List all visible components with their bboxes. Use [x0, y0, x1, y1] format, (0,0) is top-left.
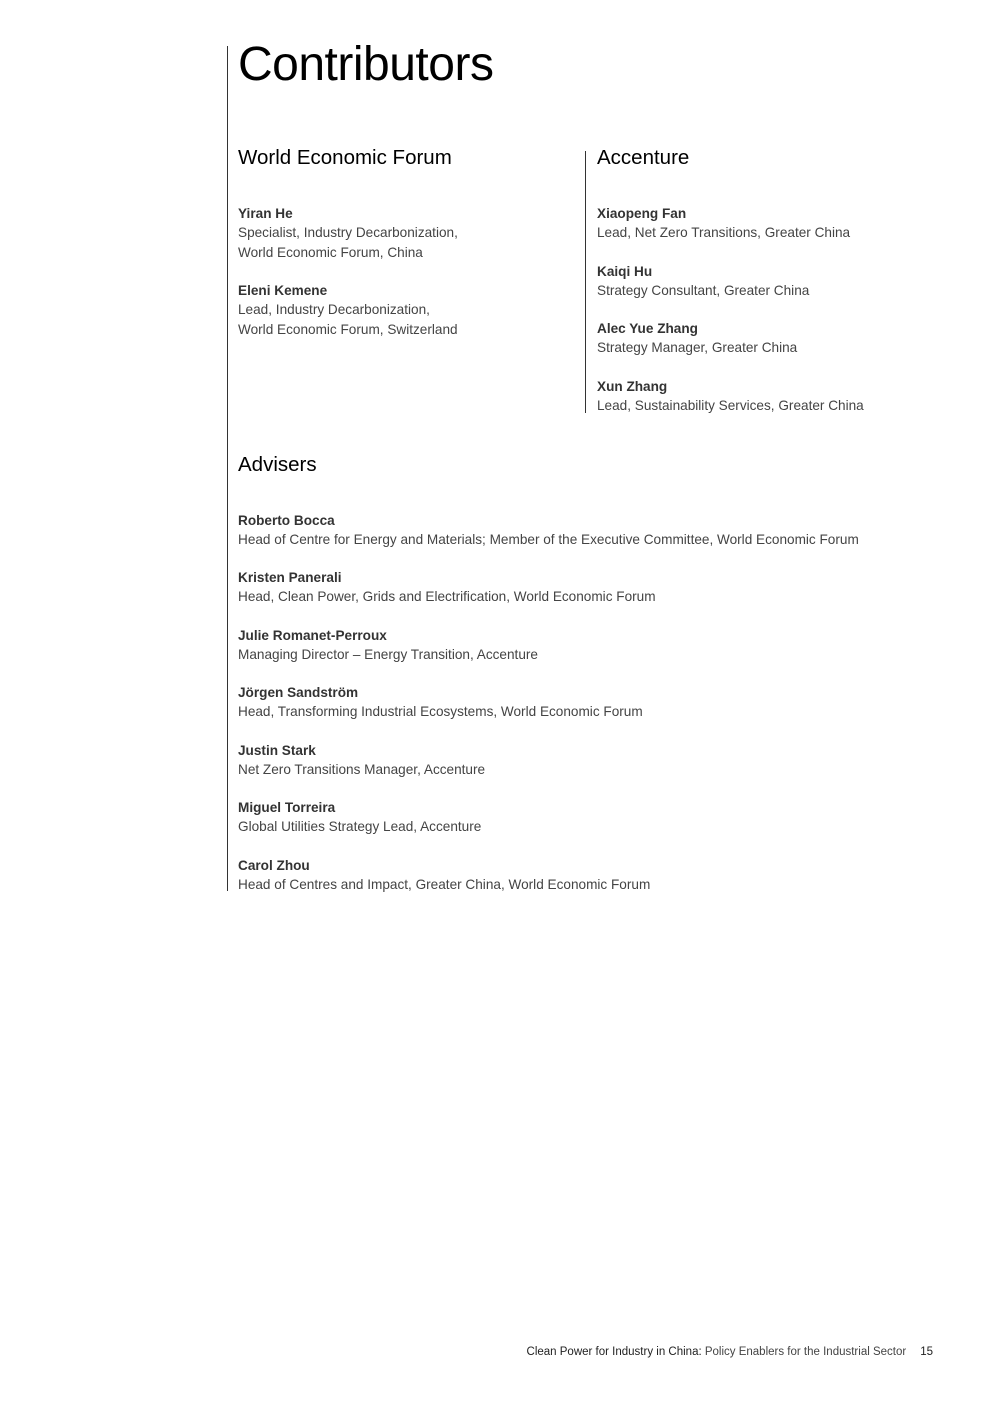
person-name: Jörgen Sandström — [238, 685, 359, 700]
adviser-person — [238, 626, 538, 665]
footer-report-title: Clean Power for Industry in China: — [526, 1346, 702, 1358]
person-role: Head, Transforming Industrial Ecosystems, World Economic Forum — [238, 704, 643, 720]
person-role: Specialist, Industry Decarbonization, World Economic Forum, China — [238, 225, 458, 260]
person-name: Xiaopeng Fan — [597, 206, 687, 221]
person-role: Strategy Manager, Greater China — [597, 340, 798, 356]
person-role: Managing Director – Energy Transition, Accenture — [238, 647, 538, 663]
person-name: Julie Romanet-Perroux — [238, 628, 387, 643]
page-number: 15 — [920, 1346, 933, 1358]
advisers-heading: Advisers — [238, 453, 317, 476]
wef-person — [238, 204, 458, 262]
adviser-person — [238, 741, 485, 780]
accenture-person — [597, 204, 850, 243]
person-name: Alec Yue Zhang — [597, 321, 698, 336]
person-name: Roberto Bocca — [238, 513, 335, 528]
person-name: Eleni Kemene — [238, 283, 328, 298]
person-name: Carol Zhou — [238, 858, 310, 873]
accenture-heading: Accenture — [597, 146, 690, 169]
person-role: Lead, Net Zero Transitions, Greater China — [597, 225, 851, 241]
left-margin-rule — [227, 46, 228, 891]
page-footer — [527, 1346, 933, 1358]
person-role: Lead, Sustainability Services, Greater China — [597, 398, 864, 414]
person-role: Lead, Industry Decarbonization, World Economic Forum, Switzerland — [238, 302, 458, 337]
person-role: Net Zero Transitions Manager, Accenture — [238, 762, 486, 778]
column-divider-rule — [585, 151, 586, 413]
person-name: Yiran He — [238, 206, 293, 221]
person-name: Miguel Torreira — [238, 800, 336, 815]
footer-report-subtitle: Policy Enablers for the Industrial Sector — [701, 1346, 907, 1358]
person-name: Xun Zhang — [597, 379, 668, 394]
person-role: Head, Clean Power, Grids and Electrification, World Economic Forum — [238, 589, 656, 605]
wef-heading: World Economic Forum — [238, 146, 452, 169]
adviser-person — [238, 683, 643, 722]
person-role: Head of Centres and Impact, Greater China, World Economic Forum — [238, 877, 651, 893]
person-role: Strategy Consultant, Greater China — [597, 283, 810, 299]
person-role: Head of Centre for Energy and Materials; Member of the Executive Committee, World Economic Forum — [238, 532, 859, 548]
adviser-person — [238, 856, 650, 895]
person-name: Kaiqi Hu — [597, 264, 653, 279]
wef-person — [238, 281, 458, 339]
accenture-person — [597, 262, 809, 301]
accenture-person — [597, 319, 797, 358]
page-title: Contributors — [238, 38, 494, 91]
adviser-person — [238, 798, 481, 837]
person-name: Justin Stark — [238, 743, 316, 758]
adviser-person — [238, 511, 859, 550]
person-role: Global Utilities Strategy Lead, Accenture — [238, 819, 482, 835]
adviser-person — [238, 568, 656, 607]
person-name: Kristen Panerali — [238, 570, 342, 585]
accenture-person — [597, 377, 864, 416]
